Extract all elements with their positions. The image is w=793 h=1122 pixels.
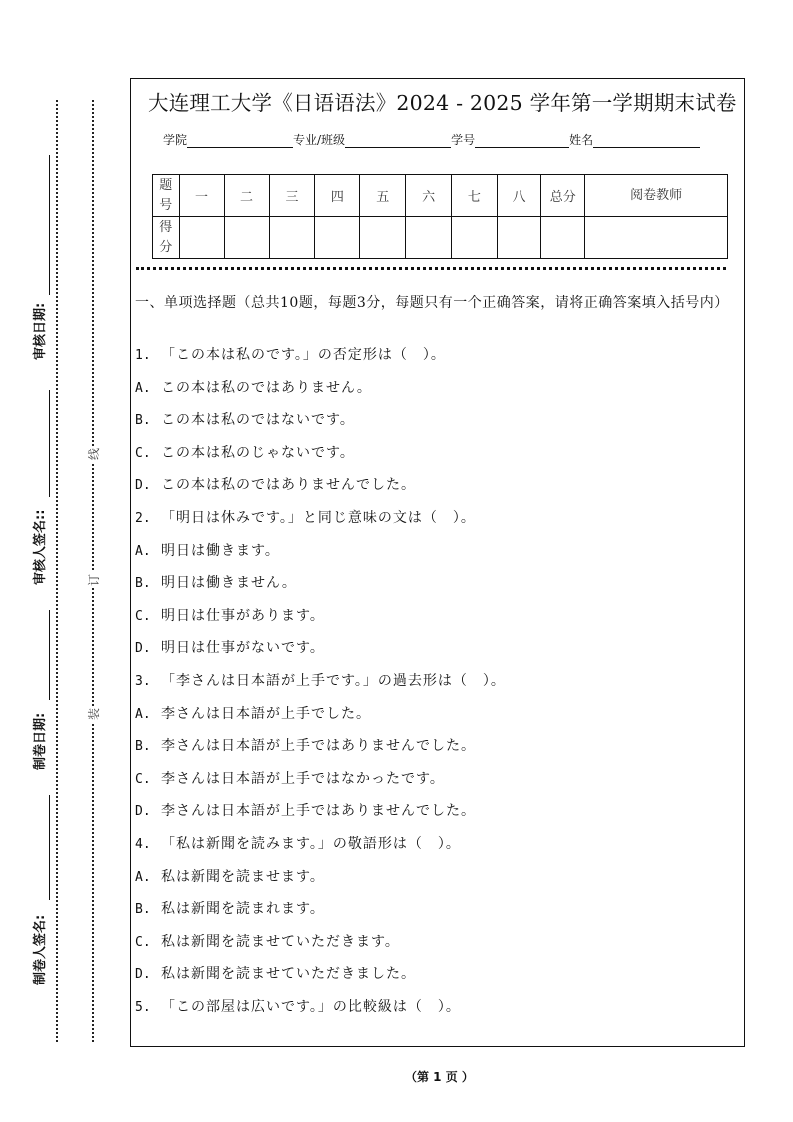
line-number: A. [135, 869, 151, 885]
answer-option [135, 605, 325, 625]
question-stem [135, 507, 476, 527]
line-number: A. [135, 706, 151, 722]
line-number: A. [135, 380, 151, 396]
line-text: 「李さんは日本語が上手です。」の過去形は（ ）。 [161, 673, 506, 689]
review-date-field[interactable] [31, 155, 50, 295]
line-number: 5. [135, 1000, 151, 1015]
line-number: 4. [135, 837, 151, 852]
line-number: 1. [135, 348, 151, 363]
line-number: D. [135, 967, 151, 983]
line-number: A. [135, 543, 151, 559]
line-text: 「この本は私のです。」の否定形は（ ）。 [161, 347, 446, 363]
line-text: 李さんは日本語が上手でした。 [161, 705, 371, 722]
reviewer-signature-label: 审核人签名:: [33, 509, 48, 585]
answer-option [135, 442, 355, 462]
col-7: 七 [452, 175, 498, 217]
question-stem [135, 344, 446, 364]
answer-option [135, 474, 416, 494]
line-text: 明日は働きません。 [161, 575, 297, 592]
col-8: 八 [497, 175, 540, 217]
answer-option [135, 866, 325, 886]
line-text: この本は私のではありません。 [161, 379, 372, 396]
line-text: 「この部屋は広いです。」の比較級は（ ）。 [161, 999, 461, 1015]
question-stem [135, 670, 506, 690]
col-6: 六 [406, 175, 452, 217]
score-cell[interactable] [269, 217, 315, 259]
answer-option [135, 963, 416, 983]
maker-signature-label: 制卷人签名: [33, 914, 48, 985]
line-number: C. [135, 608, 151, 624]
maker-date-field[interactable] [31, 610, 50, 700]
name-field[interactable] [593, 133, 700, 148]
score-table-score-row [153, 217, 728, 259]
answer-option [135, 377, 372, 397]
score-cell[interactable] [315, 217, 360, 259]
answer-option [135, 768, 445, 788]
line-number: B. [135, 413, 151, 429]
college-label: 学院 [163, 133, 188, 147]
line-text: この本は私のではありませんでした。 [161, 477, 416, 494]
binding-char-ding: 订 [84, 572, 104, 588]
line-text: この本は私のではないです。 [161, 412, 355, 429]
line-text: 李さんは日本語が上手ではなかったです。 [161, 770, 445, 787]
line-number: 3. [135, 674, 151, 689]
score-table [152, 174, 728, 259]
line-text: 私は新聞を読ませます。 [161, 868, 325, 885]
question-number-header: 题号 [153, 175, 180, 217]
margin-signature-strip [31, 80, 51, 1040]
college-field[interactable] [187, 133, 293, 148]
answer-option [135, 409, 355, 429]
col-grader: 阅卷教师 [585, 175, 728, 217]
score-cell[interactable] [179, 217, 224, 259]
line-text: 李さんは日本語が上手ではありませんでした。 [161, 803, 476, 820]
major-class-field[interactable] [345, 133, 451, 148]
score-cell[interactable] [585, 217, 728, 259]
line-text: 私は新聞を読ませていただきます。 [161, 933, 400, 950]
score-row-label: 得分 [153, 217, 180, 259]
answer-option [135, 540, 280, 560]
answer-option [135, 898, 325, 918]
review-date-label: 审核日期: [33, 302, 48, 360]
answer-option [135, 703, 371, 723]
line-number: 2. [135, 511, 151, 526]
line-number: C. [135, 771, 151, 787]
reviewer-signature-field[interactable] [31, 390, 50, 497]
maker-signature-field[interactable] [31, 795, 50, 900]
section-divider [136, 267, 726, 270]
score-cell[interactable] [224, 217, 269, 259]
line-text: 明日は仕事があります。 [161, 607, 325, 624]
binding-line-strip [84, 80, 104, 1040]
line-text: 「明日は休みです。」と同じ意味の文は（ ）。 [161, 510, 476, 526]
answer-option [135, 931, 400, 951]
score-cell[interactable] [452, 217, 498, 259]
line-number: B. [135, 576, 151, 592]
student-id-label: 学号 [451, 133, 476, 147]
line-number: D. [135, 804, 151, 820]
question-stem [135, 833, 461, 853]
col-2: 二 [224, 175, 269, 217]
student-id-field[interactable] [475, 133, 569, 148]
line-number: B. [135, 902, 151, 918]
line-text: 私は新聞を読まれます。 [161, 901, 325, 918]
line-text: 李さんは日本語が上手ではありませんでした。 [161, 738, 476, 755]
col-4: 四 [315, 175, 360, 217]
section-heading: 一、单项选择题（总共10题，每题3分，每题只有一个正确答案，请将正确答案填入括号内） [135, 295, 729, 311]
col-5: 五 [360, 175, 406, 217]
score-cell[interactable] [497, 217, 540, 259]
score-table-header-row [153, 175, 728, 217]
line-text: 「私は新聞を読みます。」の敬語形は（ ）。 [161, 836, 461, 852]
line-number: D. [135, 478, 151, 494]
binding-dotted-line-outer [56, 100, 58, 1042]
binding-char-xian: 线 [84, 446, 104, 462]
line-number: D. [135, 641, 151, 657]
score-cell[interactable] [360, 217, 406, 259]
col-3: 三 [269, 175, 315, 217]
binding-char-zhuang: 装 [84, 706, 104, 722]
line-number: C. [135, 445, 151, 461]
line-text: 明日は仕事がないです。 [161, 640, 325, 657]
page-number: （第 1 页 ） [405, 1070, 474, 1084]
col-1: 一 [179, 175, 224, 217]
line-text: この本は私のじゃないです。 [161, 444, 355, 461]
answer-option [135, 735, 476, 755]
answer-option [135, 800, 476, 820]
maker-date-label: 制卷日期: [33, 712, 48, 770]
question-stem [135, 996, 461, 1016]
major-class-label: 专业/班级 [293, 133, 346, 147]
line-number: C. [135, 934, 151, 950]
exam-title: 大连理工大学《日语语法》2024 - 2025 学年第一学期期末试卷 [148, 91, 737, 115]
name-label: 姓名 [569, 133, 594, 147]
score-cell[interactable] [406, 217, 452, 259]
line-number: B. [135, 739, 151, 755]
line-text: 私は新聞を読ませていただきました。 [161, 966, 416, 983]
answer-option [135, 637, 325, 657]
student-info-row [163, 131, 700, 148]
line-text: 明日は働きます。 [161, 542, 280, 559]
score-cell[interactable] [541, 217, 585, 259]
col-total: 总分 [541, 175, 585, 217]
answer-option [135, 572, 297, 592]
